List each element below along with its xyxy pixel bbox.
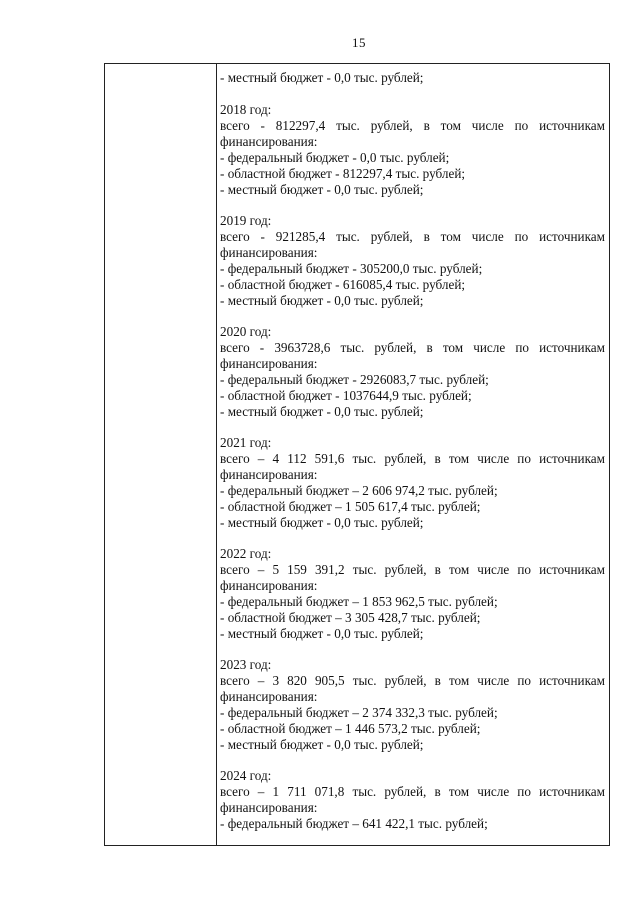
- local-budget-line: - местный бюджет - 0,0 тыс. рублей;: [220, 515, 424, 530]
- total-line: всего - 3963728,6 тыс. рублей, в том числе по источникам: [220, 340, 605, 355]
- local-budget-line: - местный бюджет - 0,0 тыс. рублей;: [220, 70, 424, 85]
- spacer: [220, 86, 605, 102]
- year-heading: 2024 год:: [220, 768, 272, 783]
- total-line: всего - 921285,4 тыс. рублей, в том числе по источникам: [220, 229, 605, 244]
- spacer: [220, 420, 605, 435]
- page-number: 15: [352, 35, 366, 50]
- financing-label: финансирования:: [220, 689, 318, 704]
- local-budget-line: - местный бюджет - 0,0 тыс. рублей;: [220, 404, 424, 419]
- regional-budget-line: - областной бюджет - 812297,4 тыс. рублей;: [220, 166, 466, 181]
- total-line: всего – 5 159 391,2 тыс. рублей, в том числе по источникам: [220, 562, 605, 577]
- local-budget-line: - местный бюджет - 0,0 тыс. рублей;: [220, 737, 424, 752]
- year-block-2021: [220, 435, 605, 531]
- local-budget-line: - местный бюджет - 0,0 тыс. рублей;: [220, 182, 424, 197]
- federal-budget-line: - федеральный бюджет - 305200,0 тыс. рублей;: [220, 261, 483, 276]
- year-block-2022: [220, 546, 605, 642]
- year-block-2019: [220, 213, 605, 309]
- federal-budget-line: - федеральный бюджет – 1 853 962,5 тыс. рублей;: [220, 594, 498, 609]
- financing-label: финансирования:: [220, 800, 318, 815]
- total-line: всего - 812297,4 тыс. рублей, в том числе по источникам: [220, 118, 605, 133]
- spacer: [220, 309, 605, 324]
- federal-budget-line: - федеральный бюджет - 2926083,7 тыс. рублей;: [220, 372, 489, 387]
- financing-label: финансирования:: [220, 467, 318, 482]
- regional-budget-line: - областной бюджет – 1 505 617,4 тыс. рублей;: [220, 499, 481, 514]
- year-heading: 2019 год:: [220, 213, 272, 228]
- year-heading: 2018 год:: [220, 102, 272, 117]
- regional-budget-line: - областной бюджет - 1037644,9 тыс. рублей;: [220, 388, 472, 403]
- total-line: всего – 1 711 071,8 тыс. рублей, в том числе по источникам: [220, 784, 605, 799]
- federal-budget-line: - федеральный бюджет – 2 374 332,3 тыс. рублей;: [220, 705, 498, 720]
- year-heading: 2022 год:: [220, 546, 272, 561]
- table-left-column: [105, 64, 217, 845]
- spacer: [220, 642, 605, 657]
- year-block-2020: [220, 324, 605, 420]
- financing-label: финансирования:: [220, 578, 318, 593]
- regional-budget-line: - областной бюджет – 1 446 573,2 тыс. рублей;: [220, 721, 481, 736]
- year-block-2018: [220, 102, 605, 198]
- spacer: [220, 198, 605, 213]
- total-line: всего – 4 112 591,6 тыс. рублей, в том числе по источникам: [220, 451, 605, 466]
- year-block-2023: [220, 657, 605, 753]
- local-budget-line: - местный бюджет - 0,0 тыс. рублей;: [220, 626, 424, 641]
- federal-budget-line: - федеральный бюджет – 641 422,1 тыс. рублей;: [220, 816, 488, 831]
- financing-label: финансирования:: [220, 245, 318, 260]
- spacer: [220, 753, 605, 768]
- federal-budget-line: - федеральный бюджет - 0,0 тыс. рублей;: [220, 150, 450, 165]
- total-line: всего – 3 820 905,5 тыс. рублей, в том числе по источникам: [220, 673, 605, 688]
- financing-label: финансирования:: [220, 356, 318, 371]
- regional-budget-line: - областной бюджет – 3 305 428,7 тыс. рублей;: [220, 610, 481, 625]
- year-heading: 2021 год:: [220, 435, 272, 450]
- spacer: [220, 531, 605, 546]
- funding-table: [104, 63, 610, 846]
- regional-budget-line: - областной бюджет - 616085,4 тыс. рублей;: [220, 277, 466, 292]
- year-heading: 2023 год:: [220, 657, 272, 672]
- year-heading: 2020 год:: [220, 324, 272, 339]
- federal-budget-line: - федеральный бюджет – 2 606 974,2 тыс. рублей;: [220, 483, 498, 498]
- table-right-column: [217, 64, 609, 845]
- year-block-2024: [220, 768, 605, 832]
- local-budget-line: - местный бюджет - 0,0 тыс. рублей;: [220, 293, 424, 308]
- financing-label: финансирования:: [220, 134, 318, 149]
